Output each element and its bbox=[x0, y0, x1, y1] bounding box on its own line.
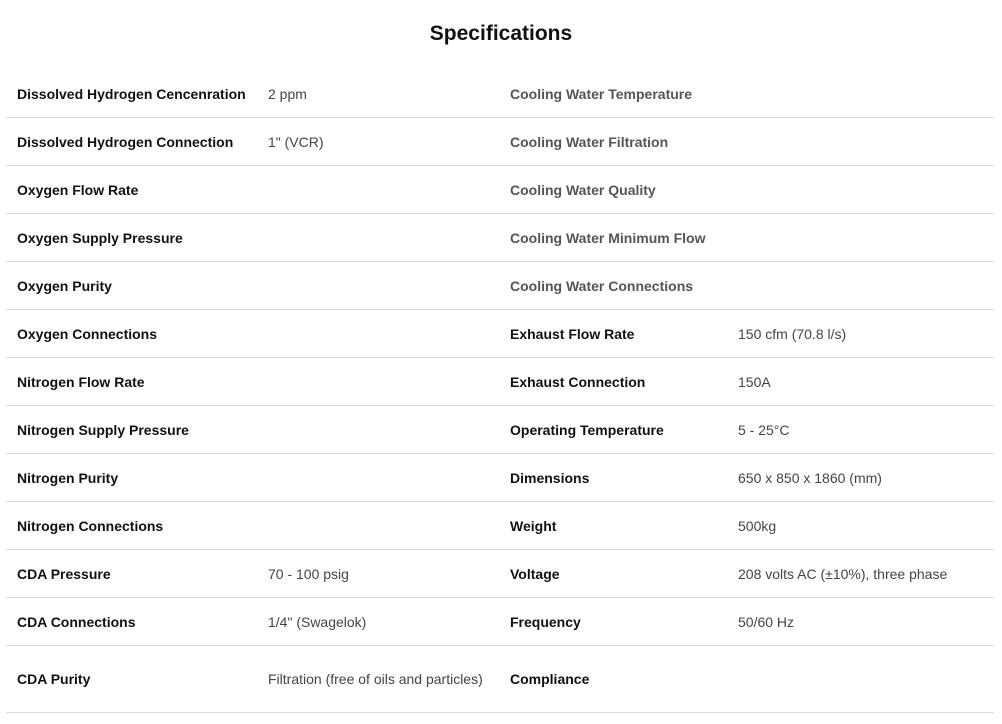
spec-value bbox=[727, 214, 994, 262]
spec-row bbox=[6, 550, 994, 598]
spec-label: Operating Temperature bbox=[499, 406, 727, 454]
specifications-table bbox=[6, 70, 994, 713]
spec-value: 2 ppm bbox=[257, 70, 499, 118]
spec-label: Weight bbox=[499, 502, 727, 550]
spec-label: Dimensions bbox=[499, 454, 727, 502]
spec-row bbox=[6, 166, 994, 214]
spec-label: CDA Pressure bbox=[6, 550, 257, 598]
spec-value: 1" (VCR) bbox=[257, 118, 499, 166]
spec-label: Dissolved Hydrogen Connection bbox=[6, 118, 257, 166]
spec-value: 150 cfm (70.8 l/s) bbox=[727, 310, 994, 358]
spec-label: Nitrogen Flow Rate bbox=[6, 358, 257, 406]
spec-label: Cooling Water Filtration bbox=[499, 118, 727, 166]
spec-row bbox=[6, 310, 994, 358]
spec-value: 500kg bbox=[727, 502, 994, 550]
page-title: Specifications bbox=[429, 22, 573, 45]
spec-label: Frequency bbox=[499, 598, 727, 646]
spec-value: 5 - 25°C bbox=[727, 406, 994, 454]
spec-label: Nitrogen Purity bbox=[6, 454, 257, 502]
spec-value bbox=[727, 262, 994, 310]
spec-row bbox=[6, 214, 994, 262]
spec-label: Cooling Water Minimum Flow bbox=[499, 214, 727, 262]
spec-label: Compliance bbox=[499, 646, 727, 713]
spec-value: 650 x 850 x 1860 (mm) bbox=[727, 454, 994, 502]
spec-label: Oxygen Supply Pressure bbox=[6, 214, 257, 262]
spec-row bbox=[6, 70, 994, 118]
spec-value bbox=[257, 406, 499, 454]
spec-label: Exhaust Connection bbox=[499, 358, 727, 406]
spec-value: 208 volts AC (±10%), three phase bbox=[727, 550, 994, 598]
spec-label: CDA Purity bbox=[6, 646, 257, 713]
spec-row bbox=[6, 598, 994, 646]
spec-value bbox=[257, 166, 499, 214]
spec-label: Oxygen Purity bbox=[6, 262, 257, 310]
spec-label: Cooling Water Quality bbox=[499, 166, 727, 214]
spec-value: 150A bbox=[727, 358, 994, 406]
spec-label: Oxygen Flow Rate bbox=[6, 166, 257, 214]
spec-value bbox=[257, 262, 499, 310]
spec-value: 1/4" (Swagelok) bbox=[257, 598, 499, 646]
spec-value bbox=[257, 214, 499, 262]
spec-value bbox=[727, 646, 994, 713]
spec-value bbox=[257, 502, 499, 550]
spec-label: Voltage bbox=[499, 550, 727, 598]
spec-value bbox=[257, 454, 499, 502]
spec-value bbox=[727, 166, 994, 214]
specifications-body bbox=[6, 70, 994, 713]
spec-label: Nitrogen Supply Pressure bbox=[6, 406, 257, 454]
spec-value bbox=[257, 310, 499, 358]
spec-row bbox=[6, 406, 994, 454]
spec-row bbox=[6, 262, 994, 310]
spec-label: CDA Connections bbox=[6, 598, 257, 646]
spec-label: Cooling Water Connections bbox=[499, 262, 727, 310]
spec-value: 50/60 Hz bbox=[727, 598, 994, 646]
spec-row bbox=[6, 358, 994, 406]
spec-row bbox=[6, 118, 994, 166]
spec-value: Filtration (free of oils and particles) bbox=[257, 646, 499, 713]
spec-value bbox=[727, 118, 994, 166]
spec-value bbox=[727, 70, 994, 118]
spec-label: Oxygen Connections bbox=[6, 310, 257, 358]
spec-label: Exhaust Flow Rate bbox=[499, 310, 727, 358]
spec-row bbox=[6, 502, 994, 550]
spec-label: Dissolved Hydrogen Cencenration bbox=[6, 70, 257, 118]
spec-value: 70 - 100 psig bbox=[257, 550, 499, 598]
spec-label: Nitrogen Connections bbox=[6, 502, 257, 550]
spec-row bbox=[6, 646, 994, 713]
spec-label: Cooling Water Temperature bbox=[499, 70, 727, 118]
spec-row bbox=[6, 454, 994, 502]
spec-value bbox=[257, 358, 499, 406]
